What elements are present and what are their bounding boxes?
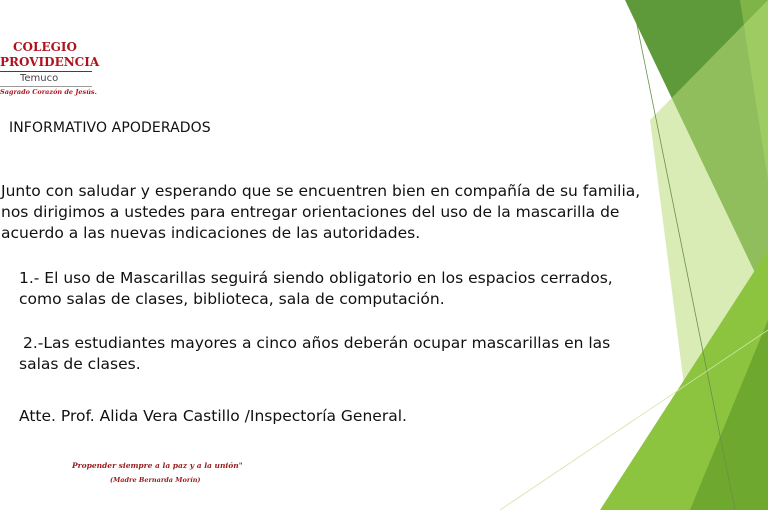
logo-divider-2 [0, 86, 92, 87]
logo-line-city: Temuco [20, 73, 59, 84]
list-item-1: 1.- El uso de Mascarillas seguirá siendo obligatorio en los espacios cerrados, como salas de clases, biblioteca, sala de computación. [19, 269, 613, 308]
school-logo [0, 40, 100, 96]
page-title: INFORMATIVO APODERADOS [9, 120, 211, 136]
motto-quote: Propender siempre a la paz y a la unión" [72, 461, 243, 470]
logo-line-motto: Sagrado Corazón de Jesús. [0, 88, 97, 96]
list-item-2: 2.-Las estudiantes mayores a cinco años deberán ocupar mascarillas en las salas de clases. [19, 334, 611, 373]
intro-paragraph: Junto con saludar y esperando que se encuentren bien en compañía de su familia, nos dirigimos a ustedes para entregar orientaciones del uso de la mascarilla de acuerdo a las nuevas indicaciones de las autoridades. [1, 182, 641, 242]
logo-line-providencia: PROVIDENCIA [0, 55, 100, 69]
logo-line-colegio: COLEGIO [13, 40, 77, 54]
signature: Atte. Prof. Alida Vera Castillo /Inspectoría General. [19, 407, 407, 425]
motto-author: (Madre Bernarda Morín) [110, 476, 201, 484]
